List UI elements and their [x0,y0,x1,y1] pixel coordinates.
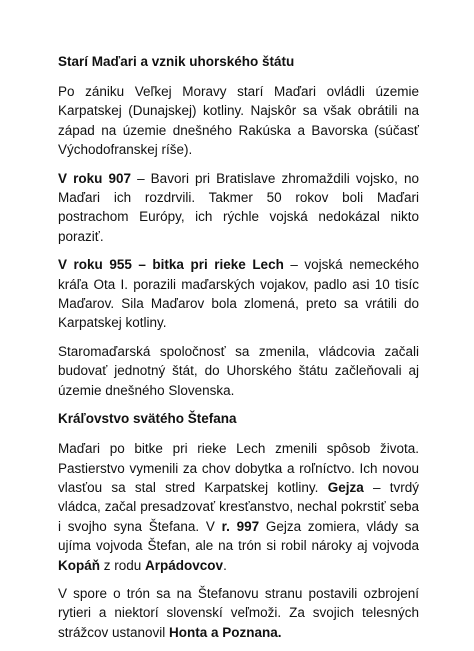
text-after-lech-5: . [223,557,227,573]
section-heading-magyars: Starí Maďari a vznik uhorského štátu [58,54,295,69]
paragraph-after-lech [58,439,419,575]
bold-year-997: r. 997 [221,518,260,534]
text-after-lech-4: z rodu [100,557,146,573]
bold-kopan: Kopáň [58,557,100,573]
paragraph-great-moravia: Po zániku Veľkej Moravy starí Maďari ovládli územie Karpatskej (Dunajskej) kotliny. Najskôr sa však obrátili na západ na územie dnešného Rakúska a Bavorska (súčasť Východofranskej ríše). [58,84,419,158]
bold-gejza: Gejza [327,479,364,495]
section-heading-kingdom-stephen: Kráľovstvo svätého Štefana [58,411,237,427]
bold-battle-of-lech: V roku 955 – bitka pri rieke Lech [58,257,284,273]
text-955-body: – vojská nemeckého kráľa Ota I. porazili maďarských vojakov, padlo asi 10 tisíc Maďarov. Sila Maďarov bola zlomená, preto sa vrátili do Karpatskej kotliny. [58,257,419,331]
bold-year-907: V roku 907 [58,170,131,186]
text-after-lech-2: – tvrdý vládca, začal presadzovať kresťanstvo, nechal pokrstiť seba i svojho syna Štefana. V [58,479,420,534]
document-content [58,52,419,651]
bold-hont-poznan: Honta a Poznana. [169,624,282,640]
text-after-lech-1: Maďari po bitke pri rieke Lech zmenili spôsob života. Pastierstvo vymenili za chov dobytka a roľníctvo. Ich novou vlasťou sa stal stred Karpatskej kotliny. [58,441,419,495]
text-throne-dispute: V spore o trón sa na Štefanovu stranu postavili ozbrojení rytieri a niektorí slovenskí veľmoži. Za svojich telesných strážcov ustanovil [58,585,419,640]
bold-arpad-dynasty: Arpádovcov [145,557,224,573]
text-907-body: – Bavori pri Bratislave zhromaždili vojsko, no Maďari ich rozdrvili. Takmer 50 rokov boli Maďari postrachom Európy, ich rýchle vojská nedokázal nikto poraziť. [58,170,419,244]
paragraph-old-magyar-society: Staromaďarská spoločnosť sa zmenila, vládcovia začali budovať jednotný štát, do Uhorského štátu začleňovali aj územie dnešného Slovenska. [58,343,419,398]
paragraph-year-955 [58,255,419,333]
text-after-lech-3: Gejza zomiera, vlády sa ujíma vojvoda Štefan, ale na trón si robil nároky aj vojvoda [58,518,419,554]
paragraph-year-907 [58,169,419,247]
paragraph-throne-dispute [58,584,419,642]
